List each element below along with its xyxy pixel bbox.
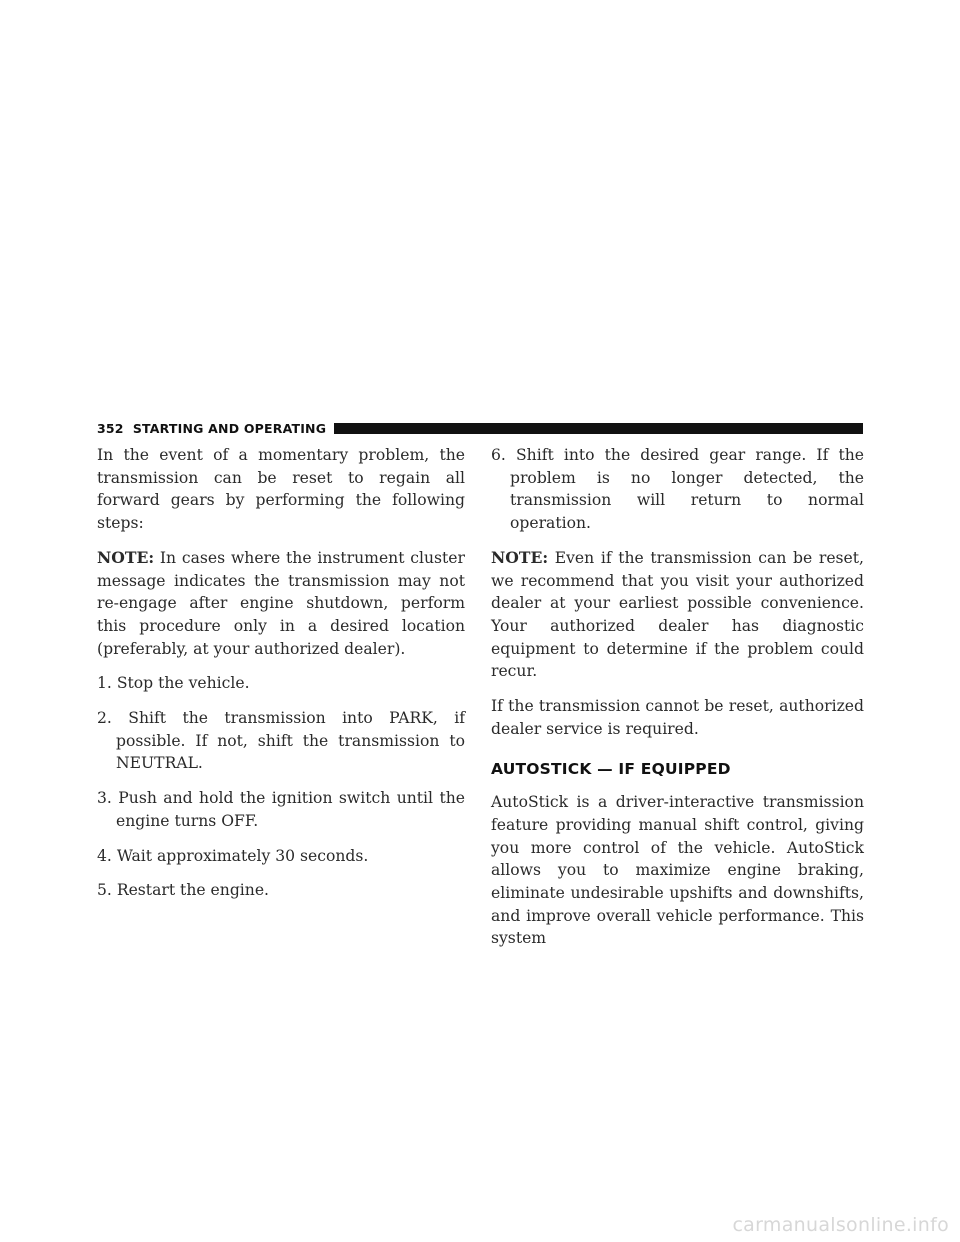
autostick-heading: AUTOSTICK — IF EQUIPPED	[491, 760, 731, 779]
step-4: 4. Wait approximately 30 seconds.	[97, 846, 369, 865]
page-header-text	[97, 421, 326, 436]
step-1: 1. Stop the vehicle.	[97, 674, 250, 693]
note-label: NOTE:	[97, 547, 155, 567]
header-rule	[334, 423, 863, 434]
step-2: 2. Shift the transmission into PARK, if possible. If not, shift the transmission to NEUTRAL.	[97, 709, 465, 773]
watermark: carmanualsonline.info	[732, 1214, 949, 1236]
step-5: 5. Restart the engine.	[97, 881, 270, 900]
step-3: 3. Push and hold the ignition switch until the engine turns OFF.	[97, 789, 465, 830]
autostick-paragraph: AutoStick is a driver-interactive transmission feature providing manual shift control, giving you more control of the vehicle. AutoStick allows you to maximize engine braking, eliminate undesirable upshifts and downshifts, and improve overall vehicle performance. This system	[491, 793, 864, 948]
right-column	[491, 444, 864, 962]
section-title: STARTING AND OPERATING	[132, 420, 327, 436]
page-number: 352	[97, 420, 124, 436]
note-label-2: NOTE:	[491, 547, 549, 567]
note-text-2: Even if the transmission can be reset, we recommend that you visit your authorized dealer at your earliest possible convenience. Your authorized dealer has diagnostic equipment to determine if the problem could recur.	[491, 548, 864, 681]
note-paragraph	[97, 547, 465, 661]
reset-paragraph: If the transmission cannot be reset, authorized dealer service is required.	[491, 697, 864, 738]
page-header	[97, 419, 863, 437]
intro-paragraph: In the event of a momentary problem, the transmission can be reset to regain all forward gears by performing the following steps:	[97, 446, 465, 533]
left-column	[97, 444, 465, 914]
note-text: In cases where the instrument cluster message indicates the transmission may not re-engage after engine shutdown, perform this procedure only in a desired location (preferably, at your authorized dealer).	[97, 548, 465, 658]
note-paragraph-2	[491, 547, 864, 683]
step-6: 6. Shift into the desired gear range. If the problem is no longer detected, the transmission will return to normal operation.	[491, 446, 864, 533]
